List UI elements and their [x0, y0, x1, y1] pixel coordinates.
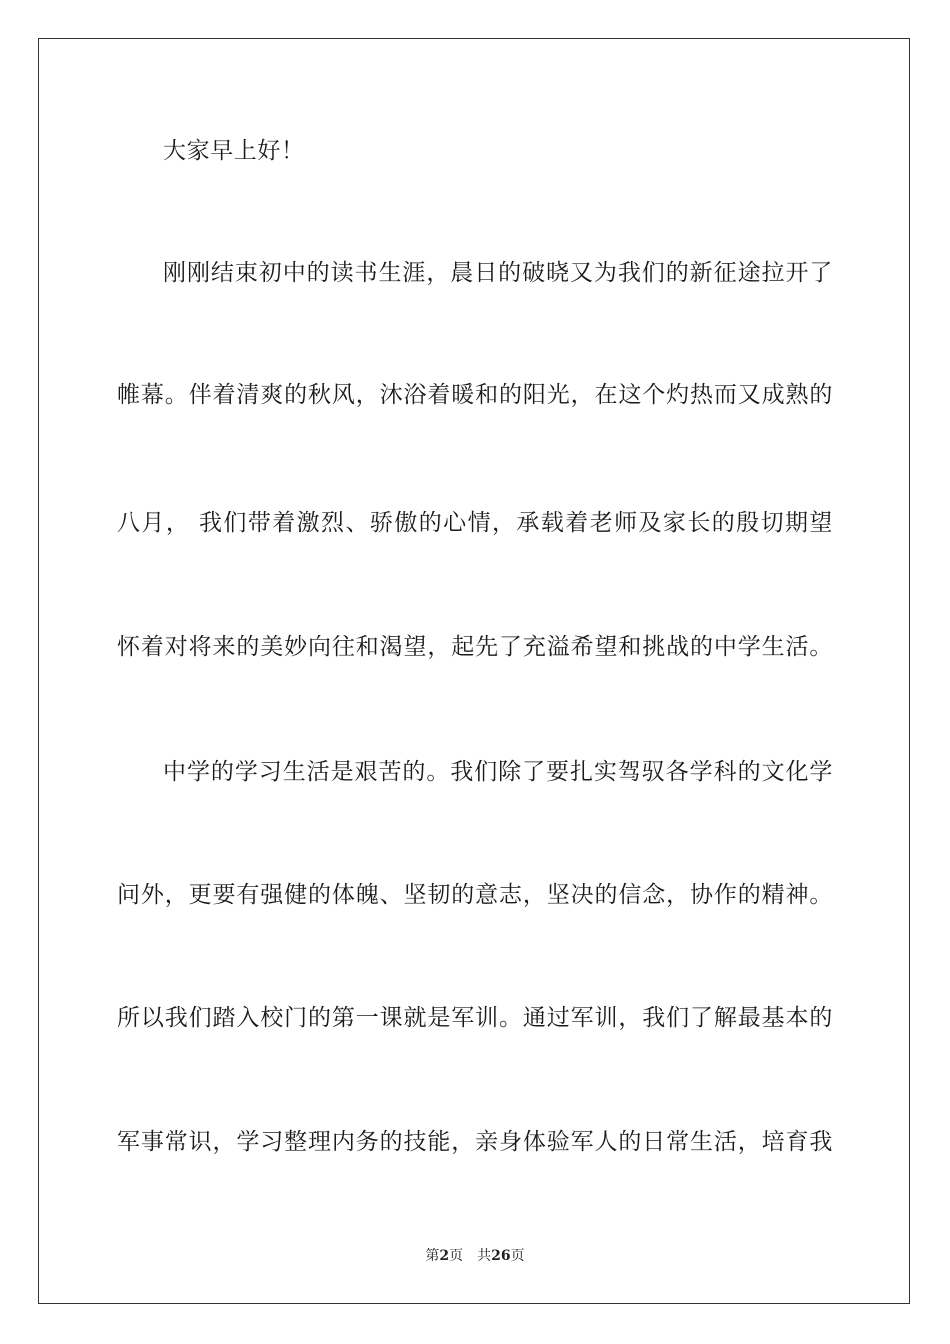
paragraph-line: 问外，更要有强健的体魄、坚韧的意志，坚决的信念，协作的精神。 [117, 882, 833, 908]
paragraph-line: 怀着对将来的美妙向往和渴望，起先了充溢希望和挑战的中学生活。 [117, 634, 833, 660]
page-footer [0, 1247, 950, 1265]
total-suffix: 页 [510, 1248, 525, 1264]
paragraph-line: 中学的学习生活是艰苦的。我们除了要扎实驾驭各学科的文化学 [163, 759, 833, 785]
paragraph-line: 八月， 我们带着激烈、骄傲的心情，承载着老师及家长的殷切期望 [117, 510, 833, 536]
total-pages: 26 [491, 1248, 511, 1264]
page-suffix: 页 [449, 1248, 464, 1264]
page-border [38, 38, 910, 1304]
greeting-line: 大家早上好！ [163, 138, 305, 164]
paragraph-line: 刚刚结束初中的读书生涯，晨日的破晓又为我们的新征途拉开了 [163, 260, 833, 286]
paragraph-line: 所以我们踏入校门的第一课就是军训。通过军训，我们了解最基本的 [117, 1005, 833, 1031]
total-prefix: 共 [477, 1248, 492, 1264]
paragraph-line: 帷幕。伴着清爽的秋风，沐浴着暖和的阳光，在这个灼热而又成熟的 [117, 382, 833, 408]
paragraph-line: 军事常识，学习整理内务的技能，亲身体验军人的日常生活，培育我 [117, 1129, 833, 1155]
page-prefix: 第 [425, 1248, 440, 1264]
page-number: 2 [439, 1248, 450, 1264]
